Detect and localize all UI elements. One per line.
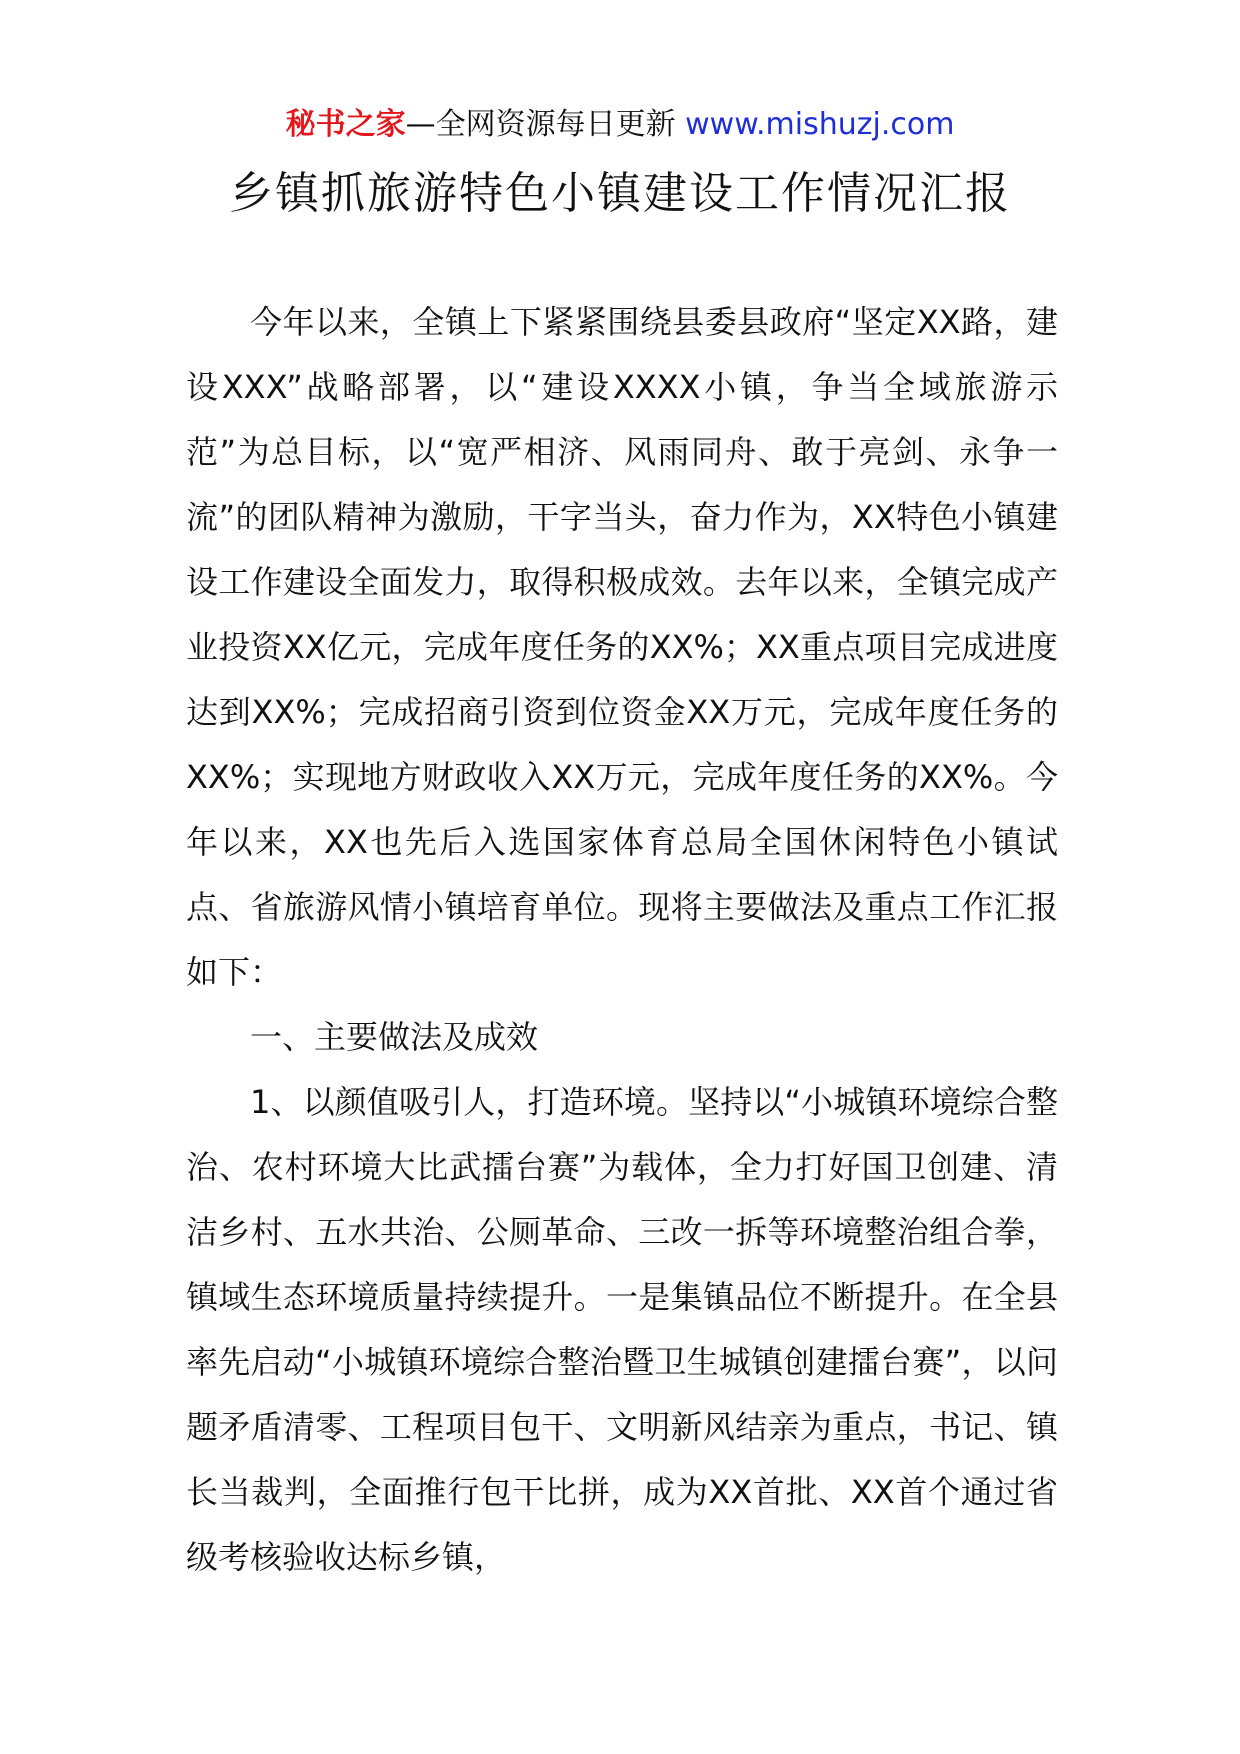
paragraph-item-1: 1、以颜值吸引人，打造环境。坚持以“小城镇环境综合整治、农村环境大比武擂台赛”为载体，全力打好国卫创建、清洁乡村、五水共治、公厕革命、三改一拆等环境整治组合拳，镇域生态环境质量持续提升。一是集镇品位不断提升。在全县率先启动“小城镇环境综合整治暨卫生城镇创建擂台赛”，以问题矛盾清零、工程项目包干、文明新风结亲为重点，书记、镇长当裁判，全面推行包干比拼，成为XX首批、XX首个通过省级考核验收达标乡镇， <box>186 1083 1058 1576</box>
brand-name: 秘书之家 <box>285 107 406 142</box>
section-heading: 一、主要做法及成效 <box>250 1018 539 1056</box>
watermark-header <box>0 100 1240 150</box>
header-tagline: —全网资源每日更新 <box>405 107 686 142</box>
document-body <box>186 290 1058 1590</box>
paragraph-intro: 今年以来，全镇上下紧紧围绕县委县政府“坚定XX路，建设XXX”战略部署，以“建设XXXX小镇，争当全域旅游示范”为总目标，以“宽严相济、风雨同舟、敢于亮剑、永争一流”的团队精神为激励，干字当头，奋力作为，XX特色小镇建设工作建设全面发力，取得积极成效。去年以来，全镇完成产业投资XX亿元，完成年度任务的XX%；XX重点项目完成进度达到XX%；完成招商引资到位资金XX万元，完成年度任务的XX%；实现地方财政收入XX万元，完成年度任务的XX%。今年以来，XX也先后入选国家体育总局全国休闲特色小镇试点、省旅游风情小镇培育单位。现将主要做法及重点工作汇报如下： <box>186 303 1058 991</box>
site-url: www.mishuzj.com <box>685 107 955 142</box>
document-title: 乡镇抓旅游特色小镇建设工作情况汇报 <box>229 168 1011 219</box>
